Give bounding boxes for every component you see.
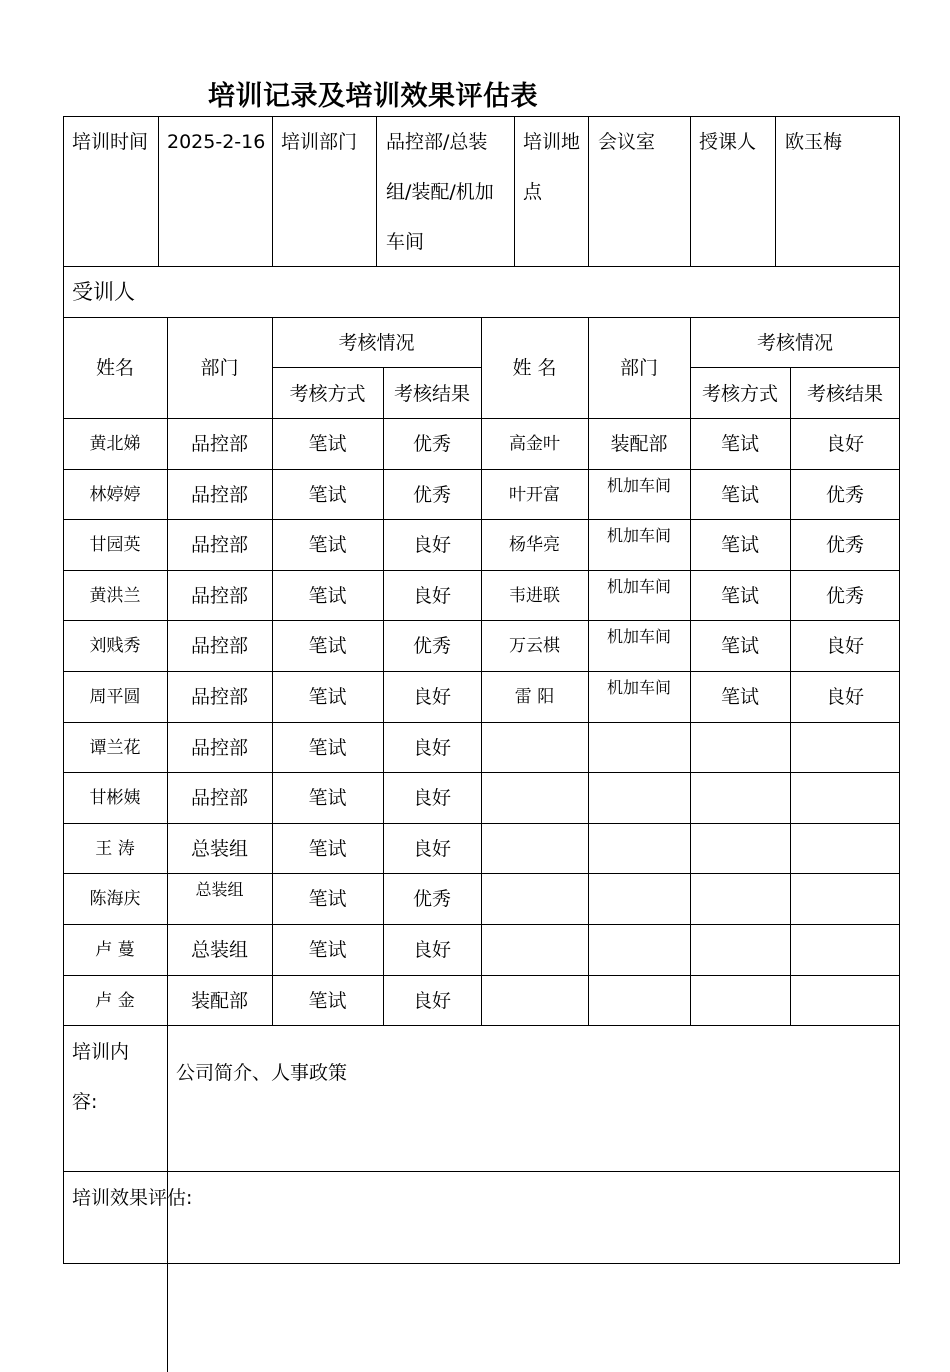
- row-divider: [63, 1171, 900, 1172]
- right-row-result: 优秀: [825, 534, 864, 556]
- teacher-value: 欧玉梅: [785, 131, 843, 153]
- training-dept-value-line3: 车间: [386, 231, 425, 253]
- left-row-result: 良好: [412, 585, 451, 607]
- col-divider: [588, 116, 589, 266]
- col-header-dept: 部门: [200, 357, 239, 379]
- col-divider: [588, 317, 589, 1025]
- row-divider: [63, 1025, 900, 1026]
- left-row-method: 笔试: [308, 484, 347, 506]
- left-row-name: 黄北娣: [89, 434, 141, 454]
- training-place-label-line2: 点: [523, 181, 543, 203]
- training-dept-label: 培训部门: [281, 131, 358, 153]
- left-row-result: 良好: [412, 838, 451, 860]
- right-row-dept: 机加车间: [606, 526, 671, 545]
- right-row-dept: 装配部: [610, 433, 668, 455]
- col-divider: [272, 317, 273, 1025]
- left-row-result: 优秀: [412, 484, 451, 506]
- trainees-label: 受训人: [72, 280, 135, 304]
- left-row-method: 笔试: [308, 686, 347, 708]
- col-divider: [158, 116, 159, 266]
- left-row-result: 优秀: [412, 433, 451, 455]
- training-time-label: 培训时间: [72, 131, 149, 153]
- left-row-name: 黄洪兰: [89, 586, 141, 606]
- col-divider: [514, 116, 515, 266]
- left-row-method: 笔试: [308, 990, 347, 1012]
- left-row-dept: 品控部: [190, 433, 248, 455]
- left-row-result: 良好: [412, 787, 451, 809]
- left-row-method: 笔试: [308, 737, 347, 759]
- right-row-name: 杨华亮: [509, 535, 560, 555]
- right-row-method: 笔试: [720, 635, 759, 657]
- row-divider: [63, 266, 900, 267]
- left-row-name: 甘园英: [89, 535, 141, 555]
- right-row-result: 优秀: [825, 585, 864, 607]
- left-row-dept: 总装组: [195, 880, 244, 899]
- training-dept-value-line1: 品控部/总装: [386, 131, 488, 153]
- teacher-label: 授课人: [699, 131, 757, 153]
- left-row-method: 笔试: [308, 838, 347, 860]
- right-row-method: 笔试: [720, 686, 759, 708]
- left-row-method: 笔试: [308, 939, 347, 961]
- right-row-method: 笔试: [720, 433, 759, 455]
- right-row-result: 良好: [825, 635, 864, 657]
- right-row-dept: 机加车间: [606, 627, 671, 646]
- left-row-dept: 品控部: [190, 635, 248, 657]
- right-row-method: 笔试: [720, 534, 759, 556]
- right-row-result: 优秀: [825, 484, 864, 506]
- left-row-dept: 品控部: [190, 686, 248, 708]
- col-header-assessment-right: 考核情况: [756, 332, 833, 354]
- right-row-name: 叶开富: [509, 485, 560, 505]
- left-row-dept: 总装组: [190, 939, 248, 961]
- training-content-label-line1: 培训内: [72, 1041, 130, 1063]
- col-header-method-right: 考核方式: [701, 383, 778, 405]
- col-divider: [376, 116, 377, 266]
- training-evaluation-label: 培训效果评估:: [72, 1187, 193, 1209]
- left-row-result: 良好: [412, 737, 451, 759]
- training-place-label-line1: 培训地: [523, 131, 581, 153]
- col-header-assessment: 考核情况: [338, 332, 415, 354]
- col-header-result-right: 考核结果: [806, 383, 883, 405]
- row-divider: [272, 367, 481, 368]
- left-row-name: 卢 蔓: [95, 940, 135, 960]
- document-title: 培训记录及培训效果评估表: [208, 81, 538, 112]
- table-border-bottom: [63, 1263, 900, 1264]
- col-divider: [775, 116, 776, 266]
- left-row-name: 甘彬姨: [89, 788, 141, 808]
- right-row-method: 笔试: [720, 484, 759, 506]
- right-row-dept: 机加车间: [606, 678, 671, 697]
- col-divider: [481, 317, 482, 1025]
- training-content-label-line2: 容:: [72, 1091, 98, 1113]
- training-record-table: [63, 116, 900, 1264]
- left-row-name: 卢 金: [95, 991, 135, 1011]
- left-row-method: 笔试: [308, 585, 347, 607]
- left-row-dept: 品控部: [190, 484, 248, 506]
- left-row-result: 良好: [412, 990, 451, 1012]
- left-row-name: 刘贱秀: [89, 636, 141, 656]
- row-divider: [690, 367, 900, 368]
- left-row-method: 笔试: [308, 635, 347, 657]
- left-row-dept: 总装组: [190, 838, 248, 860]
- left-row-result: 优秀: [412, 888, 451, 910]
- col-divider: [272, 116, 273, 266]
- left-row-name: 谭兰花: [89, 738, 141, 758]
- col-header-name: 姓名: [95, 357, 134, 379]
- col-divider: [690, 116, 691, 266]
- left-row-result: 良好: [412, 686, 451, 708]
- col-header-name-right: 姓 名: [512, 357, 557, 379]
- right-row-name: 韦进联: [509, 586, 560, 606]
- right-row-name: 万云棋: [509, 636, 560, 656]
- left-row-dept: 品控部: [190, 787, 248, 809]
- right-row-result: 良好: [825, 433, 864, 455]
- col-header-dept-right: 部门: [619, 357, 658, 379]
- right-row-name: 高金叶: [509, 434, 560, 454]
- col-header-method: 考核方式: [289, 383, 366, 405]
- left-row-method: 笔试: [308, 787, 347, 809]
- training-dept-value-line2: 组/装配/机加: [386, 181, 494, 203]
- left-row-result: 良好: [412, 939, 451, 961]
- training-place-value: 会议室: [598, 131, 656, 153]
- left-row-dept: 品控部: [190, 737, 248, 759]
- right-row-method: 笔试: [720, 585, 759, 607]
- left-row-name: 周平圆: [89, 687, 141, 707]
- left-row-name: 王 涛: [95, 839, 135, 859]
- left-row-dept: 装配部: [190, 990, 248, 1012]
- training-time-value: 2025-2-16: [167, 131, 266, 153]
- left-row-method: 笔试: [308, 888, 347, 910]
- left-row-method: 笔试: [308, 433, 347, 455]
- training-content-value: 公司简介、人事政策: [176, 1062, 348, 1084]
- left-row-name: 陈海庆: [89, 889, 141, 909]
- col-header-result: 考核结果: [393, 383, 470, 405]
- left-row-result: 良好: [412, 534, 451, 556]
- left-row-dept: 品控部: [190, 534, 248, 556]
- right-row-dept: 机加车间: [606, 476, 671, 495]
- left-row-name: 林婷婷: [89, 485, 141, 505]
- left-row-method: 笔试: [308, 534, 347, 556]
- col-divider: [690, 317, 691, 1025]
- left-row-result: 优秀: [412, 635, 451, 657]
- right-row-result: 良好: [825, 686, 864, 708]
- right-row-name: 雷 阳: [514, 687, 555, 707]
- left-row-dept: 品控部: [190, 585, 248, 607]
- right-row-dept: 机加车间: [606, 577, 671, 596]
